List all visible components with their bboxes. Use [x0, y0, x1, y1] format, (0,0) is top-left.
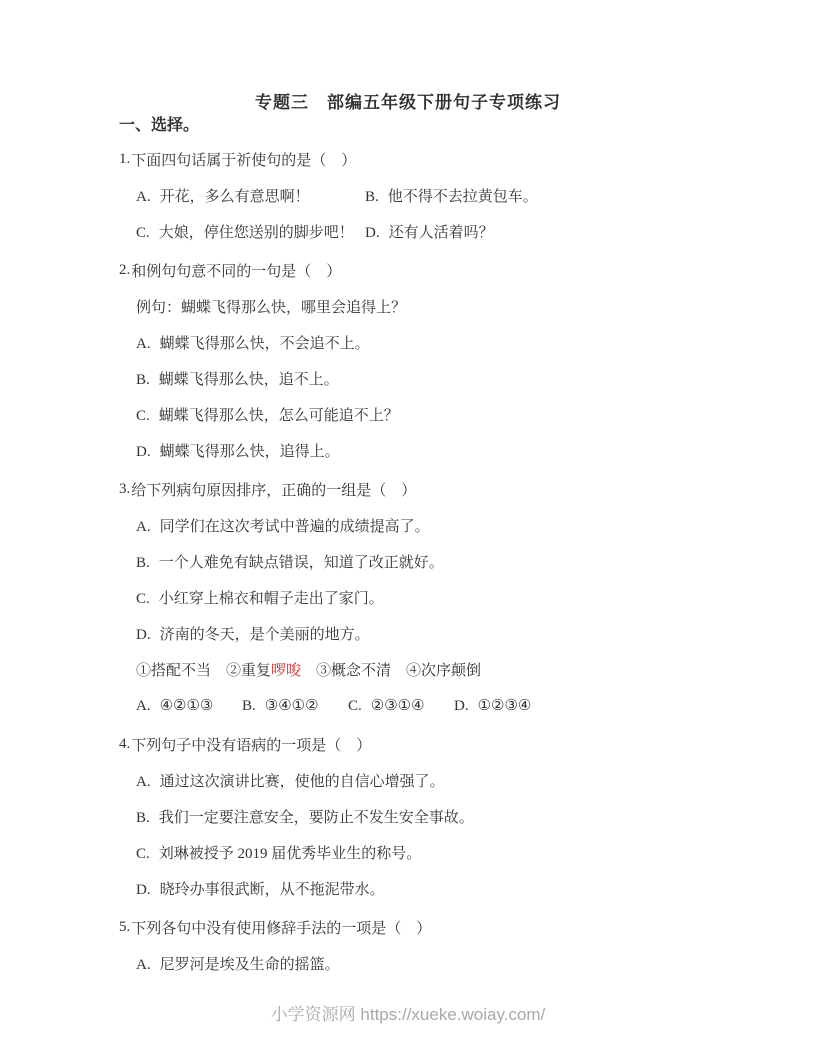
option-text: 蝴蝶飞得那么快，不会追不上。 — [159, 335, 370, 352]
question-number: 5. — [119, 918, 131, 935]
question-stem-text: 下列各句中没有使用修辞手法的一项是（ ） — [131, 920, 432, 937]
page-title: 专题三 部编五年级下册句子专项练习 — [255, 93, 561, 112]
question-stem-text: 和例句句意不同的一句是（ ） — [131, 263, 342, 280]
question-1-option-a — [136, 185, 365, 206]
question-stem-text: 下列句子中没有语病的一项是（ ） — [131, 737, 372, 754]
option-text: 开花，多么有意思啊！ — [159, 188, 310, 205]
question-2-option-c — [119, 396, 760, 432]
option-text: ④②①③ — [159, 697, 214, 714]
option-label: A. — [136, 518, 151, 535]
option-text: 同学们在这次考试中普遍的成绩提高了。 — [159, 518, 430, 535]
question-3-option-d — [119, 615, 760, 651]
option-text: 还有人活着吗？ — [388, 224, 494, 241]
question-1-option-c — [136, 221, 365, 242]
question-number: 2. — [119, 261, 131, 278]
question-1-option-b — [365, 185, 538, 206]
option-text: 蝴蝶飞得那么快，追得上。 — [159, 443, 340, 460]
question-4-option-a — [119, 762, 760, 798]
option-text: 尼罗河是埃及生命的摇篮。 — [159, 956, 340, 973]
option-text: ③④①② — [264, 697, 319, 714]
question-3-error-causes — [119, 651, 760, 687]
option-label: A. — [136, 335, 151, 352]
question-3-option-a — [119, 507, 760, 543]
option-label: C. — [136, 407, 150, 424]
question-3-answer-choices — [119, 687, 760, 723]
question-number: 3. — [119, 480, 131, 497]
option-label: B. — [365, 188, 379, 205]
option-text: 晓玲办事很武断，从不拖泥带水。 — [159, 881, 385, 898]
question-1-option-d — [365, 221, 494, 242]
question-4 — [119, 726, 760, 906]
question-4-option-b — [119, 798, 760, 834]
option-label: C. — [136, 590, 150, 607]
causes-prefix: ①搭配不当 ②重复 — [136, 662, 272, 679]
option-label: D. — [136, 626, 151, 643]
question-number: 1. — [119, 150, 131, 167]
option-text: 蝴蝶飞得那么快，怎么可能追不上？ — [158, 407, 399, 424]
causes-red-highlight: 啰唆 — [271, 662, 302, 679]
question-1-options-row-2 — [119, 213, 760, 249]
option-text: ①②③④ — [477, 697, 532, 714]
question-3-answer-a — [136, 696, 242, 715]
option-label: D. — [136, 881, 151, 898]
option-label: B. — [136, 371, 150, 388]
question-1 — [119, 141, 760, 249]
question-2 — [119, 252, 760, 468]
question-2-example: 例句：蝴蝶飞得那么快，哪里会追得上？ — [136, 299, 407, 316]
option-label: B. — [242, 697, 256, 714]
question-1-options-row-1 — [119, 177, 760, 213]
question-number: 4. — [119, 735, 131, 752]
question-4-option-d — [119, 870, 760, 906]
question-3-answer-c — [348, 696, 454, 715]
option-text: 刘琳被授予 2019 届优秀毕业生的称号。 — [158, 845, 422, 862]
question-3-option-b — [119, 543, 760, 579]
question-5-stem — [119, 909, 760, 945]
question-stem-text: 下面四句话属于祈使句的是（ ） — [131, 152, 357, 169]
option-label: C. — [136, 224, 150, 241]
question-2-option-b — [119, 360, 760, 396]
option-label: B. — [136, 554, 150, 571]
option-text: 他不得不去拉黄包车。 — [387, 188, 538, 205]
question-stem-text: 给下列病句原因排序，正确的一组是（ ） — [131, 482, 417, 499]
question-2-option-a — [119, 324, 760, 360]
option-label: D. — [454, 697, 469, 714]
question-3-stem — [119, 471, 760, 507]
question-4-option-c — [119, 834, 760, 870]
question-4-stem — [119, 726, 760, 762]
option-label: B. — [136, 809, 150, 826]
option-label: A. — [136, 956, 151, 973]
option-text: 我们一定要注意安全，要防止不发生安全事故。 — [158, 809, 474, 826]
option-label: D. — [365, 224, 380, 241]
worksheet-content — [119, 114, 760, 981]
question-1-stem — [119, 141, 760, 177]
question-3 — [119, 471, 760, 723]
question-5-option-a — [119, 945, 760, 981]
option-text: 一个人难免有缺点错误，知道了改正就好。 — [158, 554, 444, 571]
option-label: D. — [136, 443, 151, 460]
option-text: 大娘，停住您送别的脚步吧！ — [158, 224, 354, 241]
option-label: A. — [136, 697, 151, 714]
option-text: 通过这次演讲比赛，使他的自信心增强了。 — [159, 773, 445, 790]
question-3-answer-d — [454, 696, 531, 715]
option-label: C. — [136, 845, 150, 862]
option-text: ②③①④ — [370, 697, 425, 714]
site-watermark-footer: 小学资源网 https://xueke.woiay.com/ — [270, 1005, 546, 1024]
option-text: 小红穿上棉衣和帽子走出了家门。 — [158, 590, 384, 607]
question-2-stem — [119, 252, 760, 288]
option-label: A. — [136, 773, 151, 790]
option-text: 济南的冬天，是个美丽的地方。 — [159, 626, 370, 643]
option-label: C. — [348, 697, 362, 714]
option-label: A. — [136, 188, 151, 205]
question-3-answer-b — [242, 696, 348, 715]
question-3-option-c — [119, 579, 760, 615]
question-2-option-d — [119, 432, 760, 468]
section-header: 一、选择。 — [119, 117, 200, 134]
causes-suffix: ③概念不清 ④次序颠倒 — [301, 662, 482, 679]
option-text: 蝴蝶飞得那么快，追不上。 — [158, 371, 339, 388]
question-5 — [119, 909, 760, 981]
